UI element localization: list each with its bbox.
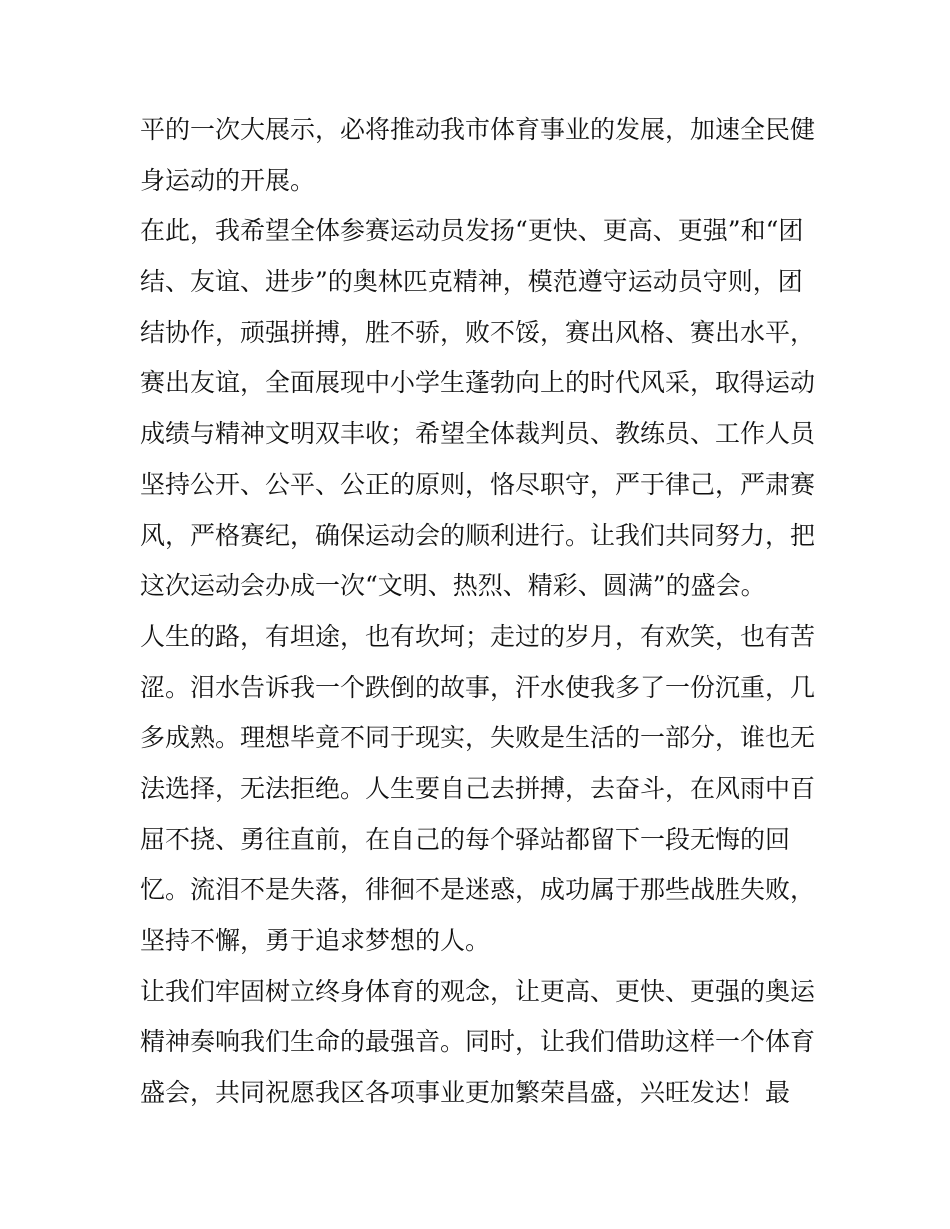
text-line: 人生的路，有坦途，也有坎坷；走过的岁月，有欢笑，也有苦: [140, 621, 816, 651]
document-body: [140, 105, 820, 1119]
text-line: 坚持不懈，勇于追求梦想的人。: [140, 926, 491, 955]
text-line: 成绩与精神文明双丰收；希望全体裁判员、教练员、工作人员: [140, 419, 816, 449]
text-line: 多成熟。理想毕竟不同于现实，失败是生活的一部分，谁也无: [140, 723, 816, 753]
text-line: 结协作，顽强拼搏，胜不骄，败不馁，赛出风格、赛出水平，: [140, 317, 816, 347]
text-line: 身运动的开展。: [140, 165, 316, 195]
text-line: 在此，我希望全体参赛运动员发扬“更快、更高、更强”和“团: [140, 216, 804, 246]
text-line: 赛出友谊，全面展现中小学生蓬勃向上的时代风采，取得运动: [140, 368, 816, 398]
text-line: 让我们牢固树立终身体育的观念，让更高、更快、更强的奥运: [140, 976, 816, 1006]
text-line: 精神奏响我们生命的最强音。同时，让我们借助这样一个体育: [140, 1027, 816, 1057]
text-line: 结、友谊、进步”的奥林匹克精神，模范遵守运动员守则，团: [140, 267, 803, 297]
text-line: 风，严格赛纪，确保运动会的顺利进行。让我们共同努力，把: [140, 520, 816, 550]
text-line: 涩。泪水告诉我一个跌倒的故事，汗水使我多了一份沉重，几: [140, 672, 816, 702]
text-line: 坚持公开、公平、公正的原则，恪尽职守，严于律己，严肃赛: [140, 469, 816, 499]
text-line: 法选择，无法拒绝。人生要自己去拼搏，去奋斗，在风雨中百: [140, 773, 816, 803]
text-line: 这次运动会办成一次“文明、热烈、精彩、圆满”的盛会。: [140, 571, 766, 601]
text-line: 屈不挠、勇往直前，在自己的每个驿站都留下一段无悔的回: [140, 824, 791, 854]
text-line: 平的一次大展示，必将推动我市体育事业的发展，加速全民健: [140, 115, 816, 144]
text-line: 盛会，共同祝愿我区各项事业更加繁荣昌盛，兴旺发达！最: [140, 1078, 791, 1108]
text-line: 忆。流泪不是失落，徘徊不是迷惑，成功属于那些战胜失败，: [140, 875, 816, 905]
